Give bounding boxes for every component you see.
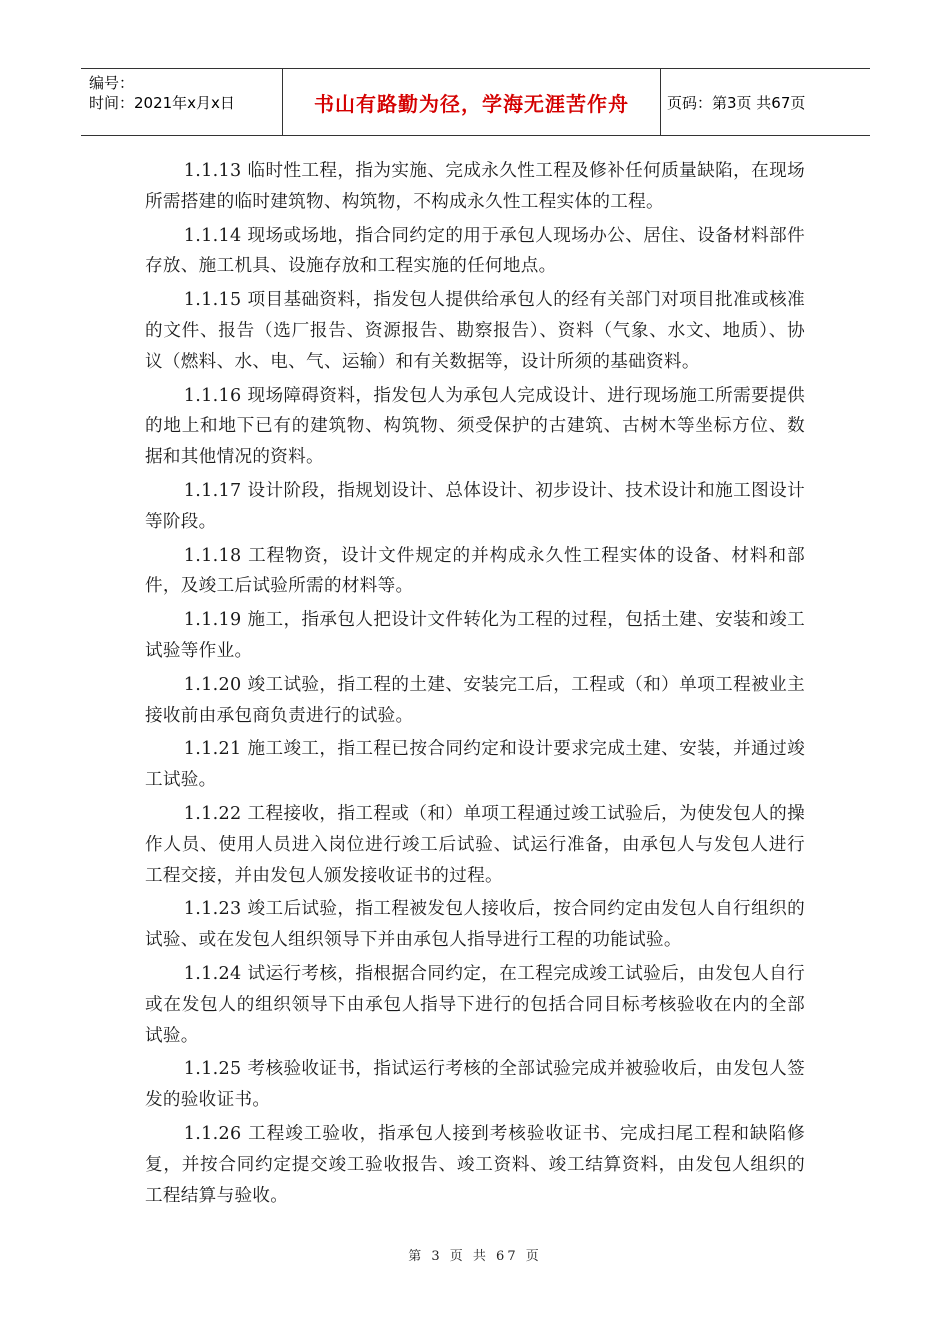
paragraph-1-1-18: 1.1.18 工程物资，设计文件规定的并构成永久性工程实体的设备、材料和部件，及竣工后试验所需的材料等。 xyxy=(145,545,805,597)
paragraph-1-1-15: 1.1.15 项目基础资料，指发包人提供给承包人的经有关部门对项目批准或核准的文件、报告（选厂报告、资源报告、勘察报告）、资料（气象、水文、地质）、协议（燃料、水、电、气、运输）和有关数据等，设计所须的基础资料。 xyxy=(145,290,805,372)
paragraph-1-1-23: 1.1.23 竣工后试验，指工程被发包人接收后，按合同约定由发包人自行组织的试验、或在发包人组织领导下并由承包人指导进行工程的功能试验。 xyxy=(145,899,805,951)
paragraph-1-1-16: 1.1.16 现场障碍资料，指发包人为承包人完成设计、进行现场施工所需要提供的地上和地下已有的建筑物、构筑物、须受保护的古建筑、古树木等坐标方位、数据和其他情况的资料。 xyxy=(145,385,805,468)
document-number-label: 编号： xyxy=(89,74,135,92)
paragraph-1-1-20: 1.1.20 竣工试验，指工程的土建、安装完工后，工程或（和）单项工程被业主接收前由承包商负责进行的试验。 xyxy=(145,674,805,726)
header-meta xyxy=(81,69,283,135)
document-body xyxy=(145,156,805,1214)
header-page-info: 页码：第3页 共67页 xyxy=(667,93,806,112)
paragraph-1-1-24: 1.1.24 试运行考核，指根据合同约定，在工程完成竣工试验后，由发包人自行或在发包人的组织领导下由承包人指导下进行的包括合同目标考核验收在内的全部试验。 xyxy=(145,963,805,1046)
paragraph-1-1-25: 1.1.25 考核验收证书，指试运行考核的全部试验完成并被验收后，由发包人签发的验收证书。 xyxy=(145,1059,805,1111)
header-motto: 书山有路勤为径，学海无涯苦作舟 xyxy=(283,69,661,135)
paragraph-1-1-21: 1.1.21 施工竣工，指工程已按合同约定和设计要求完成土建、安装，并通过竣工试验。 xyxy=(145,739,805,791)
paragraph-1-1-13: 1.1.13 临时性工程，指为实施、完成永久性工程及修补任何质量缺陷，在现场所需搭建的临时建筑物、构筑物，不构成永久性工程实体的工程。 xyxy=(145,161,805,212)
paragraph-1-1-17: 1.1.17 设计阶段，指规划设计、总体设计、初步设计、技术设计和施工图设计等阶段。 xyxy=(145,480,805,532)
paragraph-1-1-26: 1.1.26 工程竣工验收，指承包人接到考核验收证书、完成扫尾工程和缺陷修复，并按合同约定提交竣工验收报告、竣工资料、竣工结算资料，由发包人组织的工程结算与验收。 xyxy=(145,1123,805,1206)
paragraph-1-1-22: 1.1.22 工程接收，指工程或（和）单项工程通过竣工试验后，为使发包人的操作人员、使用人员进入岗位进行竣工后试验、试运行准备，由承包人与发包人进行工程交接，并由发包人颁发接收证书的过程。 xyxy=(145,803,805,886)
paragraph-1-1-14: 1.1.14 现场或场地，指合同约定的用于承包人现场办公、居住、设备材料部件存放、施工机具、设施存放和工程实施的任何地点。 xyxy=(145,225,805,277)
paragraph-1-1-19: 1.1.19 施工，指承包人把设计文件转化为工程的过程，包括土建、安装和竣工试验等作业。 xyxy=(145,610,805,661)
page-header xyxy=(81,68,870,136)
document-date: 时间：2021年x月x日 xyxy=(89,94,235,112)
page-footer: 第 3 页 共 67 页 xyxy=(408,1249,542,1264)
